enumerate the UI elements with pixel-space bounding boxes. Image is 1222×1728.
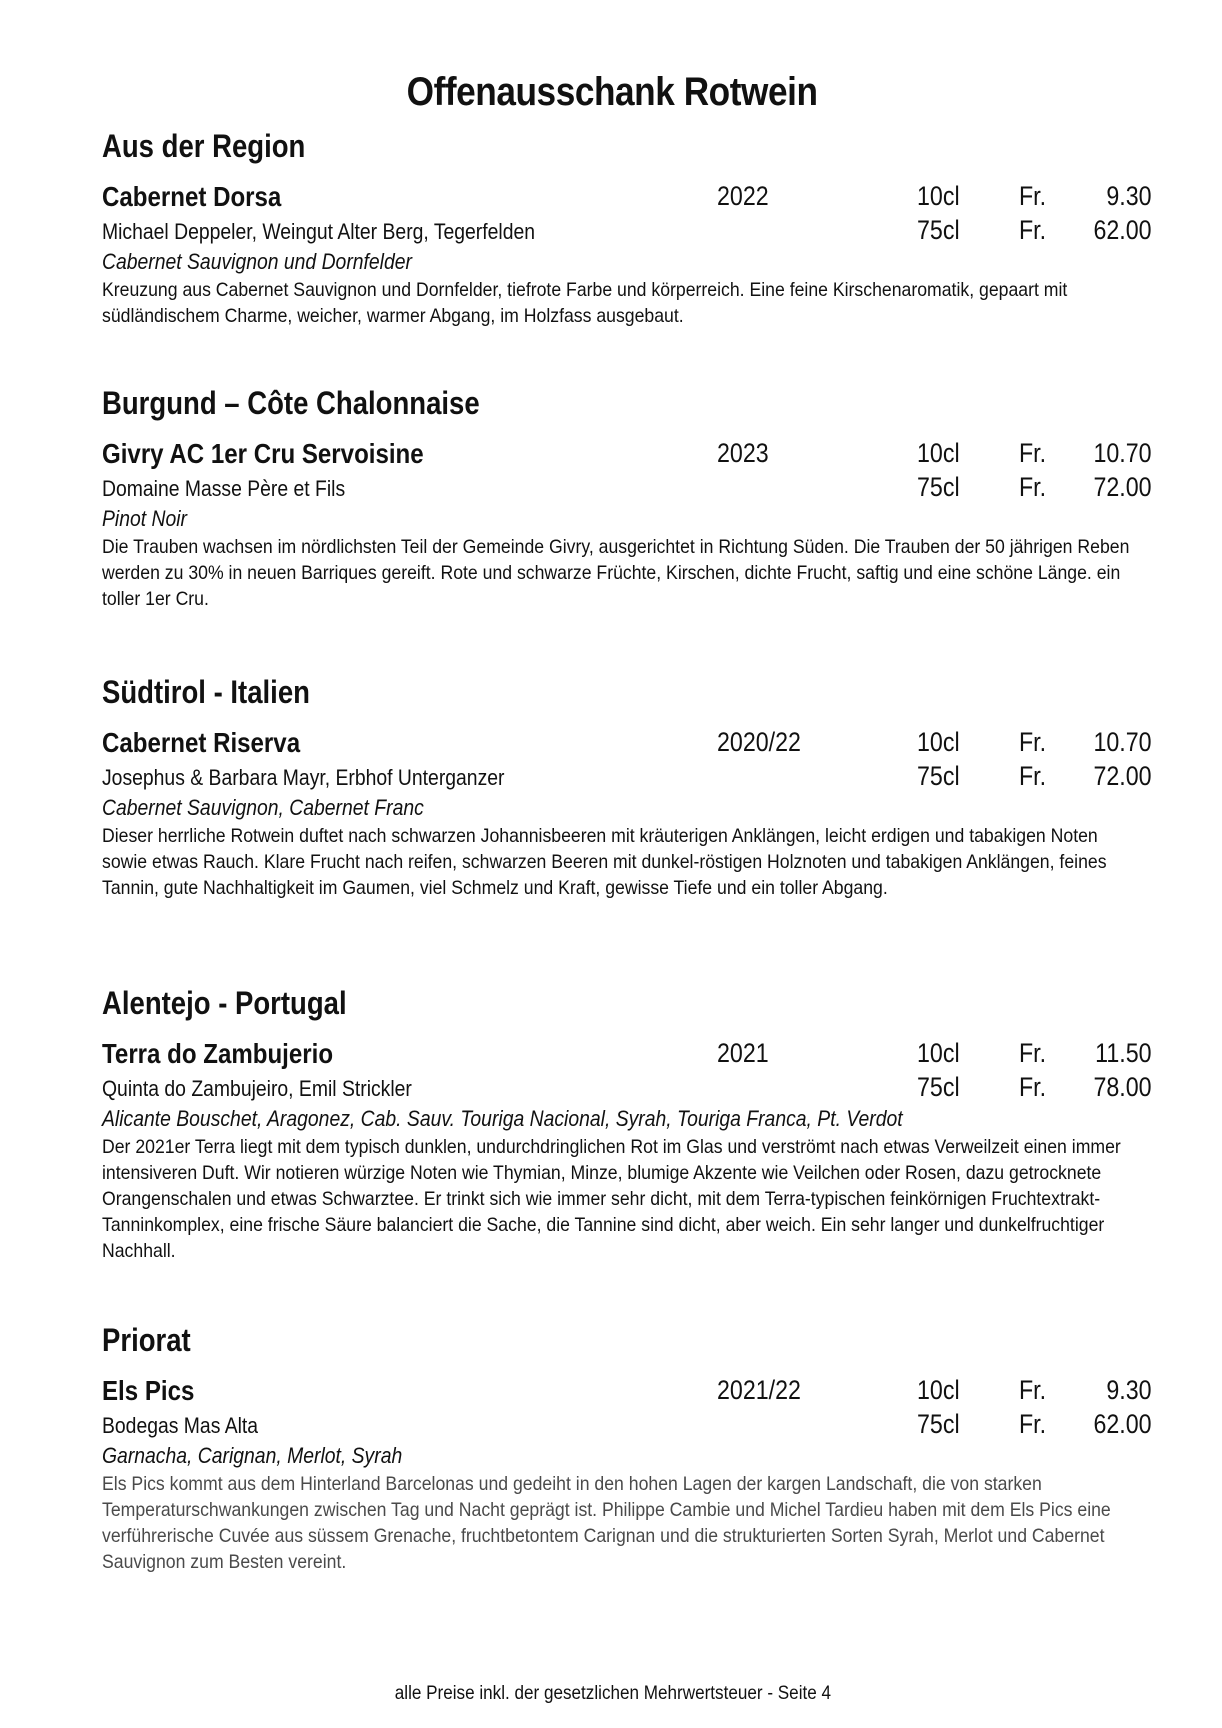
wine-name: Terra do Zambujerio xyxy=(102,1038,334,1069)
producer: Domaine Masse Père et Fils xyxy=(102,476,346,501)
wine-name: Givry AC 1er Cru Servoisine xyxy=(102,438,424,469)
page-title: Offenausschank Rotwein xyxy=(406,70,818,114)
region-heading: Alentejo - Portugal xyxy=(102,985,347,1021)
wine-section xyxy=(102,128,1152,329)
region-heading: Burgund – Côte Chalonnaise xyxy=(102,385,480,421)
grape-varieties: Garnacha, Carignan, Merlot, Syrah xyxy=(102,1443,403,1468)
bottle-price: 62.00 xyxy=(1093,215,1152,245)
vintage: 2023 xyxy=(717,438,769,468)
currency: Fr. xyxy=(1019,1409,1047,1439)
glass-volume: 10cl xyxy=(917,181,960,211)
wine-name: Els Pics xyxy=(102,1375,195,1406)
producer: Bodegas Mas Alta xyxy=(102,1413,259,1438)
currency: Fr. xyxy=(1019,438,1047,468)
wine-glass-row xyxy=(102,1375,1152,1409)
wine-glass-row xyxy=(102,438,1152,472)
wine-description: Dieser herrliche Rotwein duftet nach schwarzen Johannisbeeren mit kräuterigen Anklängen, leicht erdigen und tabakigen Noten sowie etwas Rauch. Klare Frucht nach reifen, schwarzen Beeren mit dunkel-röstigen Holznoten und tabakigen Anklängen, feines Tannin, gute Nachhaltigkeit im Gaumen, viel Schmelz und Kraft, gewisse Tiefe und ein toller Abgang. xyxy=(102,825,1107,899)
wine-glass-row xyxy=(102,1038,1152,1072)
wine-glass-row xyxy=(102,727,1152,761)
wine-description: Der 2021er Terra liegt mit dem typisch dunklen, undurchdringlichen Rot im Glas und verströmt nach etwas Verweilzeit einen immer intensiveren Duft. Wir notieren würzige Noten wie Thymian, Minze, blumige Akzente wie Veilchen oder Rosen, dazu getrocknete Orangenschalen und etwas Schwarztee. Er trinkt sich wie immer sehr dicht, mit dem Terra-typischen feinkörnigen Fruchtextrakt-Tanninkomplex, eine frische Säure balanciert die Sache, die Tannine sind dicht, aber weich. Ein sehr langer und dunkelfruchtiger Nachhall. xyxy=(102,1136,1121,1262)
currency: Fr. xyxy=(1019,181,1047,211)
grape-varieties: Cabernet Sauvignon, Cabernet Franc xyxy=(102,795,424,820)
grape-varieties: Cabernet Sauvignon und Dornfelder xyxy=(102,249,412,274)
wine-bottle-row xyxy=(102,1409,1152,1443)
wine-description: Die Trauben wachsen im nördlichsten Teil der Gemeinde Givry, ausgerichtet in Richtung Süden. Die Trauben der 50 jährigen Reben werden zu 30% in neuen Barriques gereift. Rote und schwarze Früchte, Kirschen, dichte Frucht, saftig und eine schöne Länge. ein toller 1er Cru. xyxy=(102,536,1130,610)
bottle-price: 72.00 xyxy=(1093,761,1152,791)
bottle-price: 78.00 xyxy=(1093,1072,1152,1102)
bottle-volume: 75cl xyxy=(917,472,960,502)
currency: Fr. xyxy=(1019,1072,1047,1102)
glass-volume: 10cl xyxy=(917,727,960,757)
producer: Michael Deppeler, Weingut Alter Berg, Tegerfelden xyxy=(102,219,536,244)
glass-volume: 10cl xyxy=(917,1375,960,1405)
vintage: 2021/22 xyxy=(717,1375,801,1405)
bottle-price: 62.00 xyxy=(1093,1409,1152,1439)
wine-name: Cabernet Dorsa xyxy=(102,181,282,212)
glass-volume: 10cl xyxy=(917,1038,960,1068)
bottle-volume: 75cl xyxy=(917,1072,960,1102)
wine-name: Cabernet Riserva xyxy=(102,727,301,758)
region-heading: Südtirol - Italien xyxy=(102,674,310,710)
wine-bottle-row xyxy=(102,1072,1152,1106)
region-heading: Priorat xyxy=(102,1322,191,1358)
currency: Fr. xyxy=(1019,1375,1047,1405)
bottle-volume: 75cl xyxy=(917,215,960,245)
wine-glass-row xyxy=(102,181,1152,215)
glass-price: 9.30 xyxy=(1106,181,1152,211)
currency: Fr. xyxy=(1019,472,1047,502)
grape-varieties: Alicante Bouschet, Aragonez, Cab. Sauv. Touriga Nacional, Syrah, Touriga Franca, Pt. Verdot xyxy=(102,1106,903,1131)
wine-section xyxy=(102,985,1152,1264)
currency: Fr. xyxy=(1019,1038,1047,1068)
vintage: 2021 xyxy=(717,1038,769,1068)
grape-varieties: Pinot Noir xyxy=(102,506,188,531)
glass-price: 11.50 xyxy=(1095,1038,1152,1068)
wine-bottle-row xyxy=(102,472,1152,506)
wine-section xyxy=(102,1322,1152,1575)
vintage: 2022 xyxy=(717,181,769,211)
currency: Fr. xyxy=(1019,215,1047,245)
producer: Josephus & Barbara Mayr, Erbhof Unterganzer xyxy=(102,765,505,790)
bottle-volume: 75cl xyxy=(917,1409,960,1439)
currency: Fr. xyxy=(1019,761,1047,791)
page-footer: alle Preise inkl. der gesetzlichen Mehrwertsteuer - Seite 4 xyxy=(394,1683,832,1704)
region-heading: Aus der Region xyxy=(102,128,306,164)
bottle-volume: 75cl xyxy=(917,761,960,791)
wine-section xyxy=(102,674,1152,901)
wine-description: Kreuzung aus Cabernet Sauvignon und Dornfelder, tiefrote Farbe und körperreich. Eine feine Kirschenaromatik, gepaart mit südländischem Charme, weicher, warmer Abgang, im Holzfass ausgebaut. xyxy=(102,279,1068,327)
glass-price: 10.70 xyxy=(1093,727,1152,757)
bottle-price: 72.00 xyxy=(1093,472,1152,502)
glass-price: 10.70 xyxy=(1093,438,1152,468)
wine-description: Els Pics kommt aus dem Hinterland Barcelonas und gedeiht in den hohen Lagen der kargen Landschaft, die von starken Temperaturschwankungen zwischen Tag und Nacht geprägt ist. Philippe Cambie und Michel Tardieu haben mit dem Els Pics eine verführerische Cuvée aus süssem Grenache, fruchtbetontem Carignan und die strukturierten Sorten Syrah, Merlot und Cabernet Sauvignon zum Besten vereint. xyxy=(102,1473,1111,1573)
wine-bottle-row xyxy=(102,215,1152,249)
vintage: 2020/22 xyxy=(717,727,801,757)
currency: Fr. xyxy=(1019,727,1047,757)
wine-bottle-row xyxy=(102,761,1152,795)
glass-price: 9.30 xyxy=(1106,1375,1152,1405)
wine-section xyxy=(102,385,1152,612)
glass-volume: 10cl xyxy=(917,438,960,468)
producer: Quinta do Zambujeiro, Emil Strickler xyxy=(102,1076,412,1101)
